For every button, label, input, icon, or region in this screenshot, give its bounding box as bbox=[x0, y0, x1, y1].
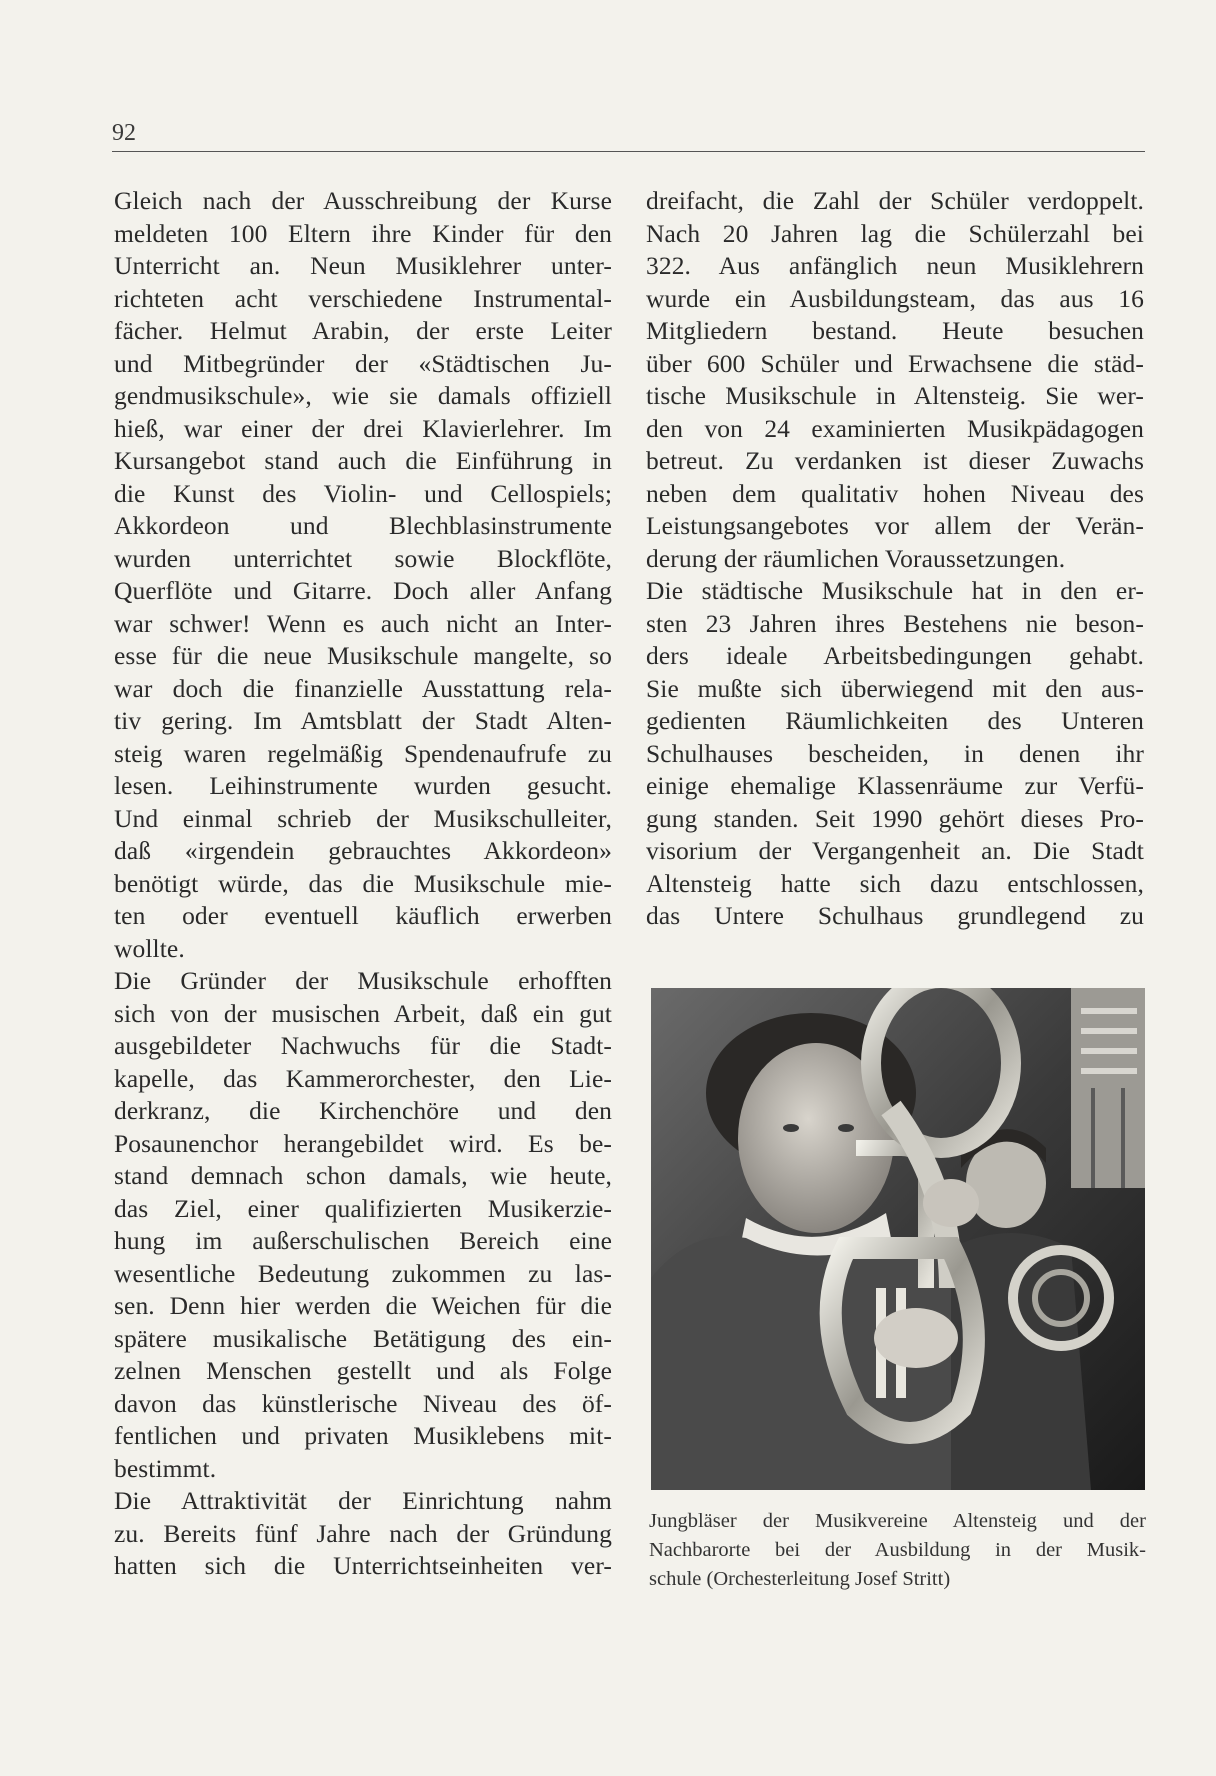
text-line: wesentliche Bedeutung zukommen zu las- bbox=[114, 1258, 612, 1288]
text-line: war doch die finanzielle Ausstattung rela- bbox=[114, 673, 612, 703]
text-line: Sie mußte sich überwiegend mit den aus- bbox=[646, 673, 1144, 703]
text-line: Kursangebot stand auch die Einführung in bbox=[114, 446, 612, 475]
text-line: Gleich nach der Ausschreibung der Kurse bbox=[114, 186, 612, 215]
text-line: meldeten 100 Eltern ihre Kinder für den bbox=[114, 218, 612, 248]
text-line: Die städtische Musikschule hat in den er- bbox=[646, 576, 1144, 605]
text-line: fächer. Helmut Arabin, der erste Leiter bbox=[114, 316, 612, 345]
photo-caption bbox=[649, 1507, 1146, 1594]
text-line: lesen. Leihinstrumente wurden gesucht. bbox=[114, 771, 612, 800]
text-line: ders ideale Arbeitsbedingungen gehabt. bbox=[646, 641, 1144, 670]
text-line: Unterricht an. Neun Musiklehrer unter- bbox=[114, 251, 612, 280]
text-line: Die Attraktivität der Einrichtung nahm bbox=[114, 1486, 612, 1515]
text-line: benötigt würde, das die Musikschule mie- bbox=[114, 868, 612, 898]
text-line: hung im außerschulischen Bereich eine bbox=[114, 1226, 612, 1255]
text-line: sen. Denn hier werden die Weichen für die bbox=[114, 1291, 612, 1320]
caption-line: Jungbläser der Musikvereine Altensteig und der bbox=[649, 1510, 1146, 1532]
header-rule bbox=[112, 151, 1145, 152]
text-line: ten oder eventuell käuflich erwerben bbox=[114, 901, 612, 930]
caption-line: Nachbarorte bei der Ausbildung in der Musik- bbox=[649, 1539, 1146, 1561]
text-line: davon das künstlerische Niveau des öf- bbox=[114, 1388, 612, 1418]
text-line: war schwer! Wenn es auch nicht an Inter- bbox=[114, 608, 612, 638]
text-line: Und einmal schrieb der Musikschulleiter, bbox=[114, 803, 612, 833]
page-number: 92 bbox=[112, 120, 136, 146]
text-line: über 600 Schüler und Erwachsene die städ- bbox=[646, 348, 1144, 378]
text-line: bestimmt. bbox=[114, 1453, 217, 1483]
text-line: dreifacht, die Zahl der Schüler verdoppelt. bbox=[646, 186, 1144, 215]
text-line: richteten acht verschiedene Instrumental- bbox=[114, 283, 612, 313]
text-line: fentlichen und privaten Musiklebens mit- bbox=[114, 1421, 612, 1450]
text-line: esse für die neue Musikschule mangelte, so bbox=[114, 641, 612, 670]
text-line: zu. Bereits fünf Jahre nach der Gründung bbox=[114, 1518, 612, 1548]
text-line: tische Musikschule in Altensteig. Sie wer- bbox=[646, 381, 1144, 410]
text-line: Posaunenchor herangebildet wird. Es be- bbox=[114, 1128, 612, 1158]
text-line: gung standen. Seit 1990 gehört dieses Pro- bbox=[646, 803, 1144, 833]
text-line: kapelle, das Kammerorchester, den Lie- bbox=[114, 1063, 612, 1093]
text-line: die Kunst des Violin- und Cellospiels; bbox=[114, 478, 612, 508]
text-line: Akkordeon und Blechblasinstrumente bbox=[114, 511, 612, 540]
text-line: betreut. Zu verdanken ist dieser Zuwachs bbox=[646, 446, 1144, 475]
text-line: neben dem qualitativ hohen Niveau des bbox=[646, 478, 1144, 508]
text-line: Schulhauses bescheiden, in denen ihr bbox=[646, 738, 1144, 768]
text-line: steig waren regelmäßig Spendenaufrufe zu bbox=[114, 738, 612, 768]
text-line: spätere musikalische Betätigung des ein- bbox=[114, 1323, 612, 1353]
text-line: visorium der Vergangenheit an. Die Stadt bbox=[646, 836, 1144, 865]
text-line: Nach 20 Jahren lag die Schülerzahl bei bbox=[646, 218, 1144, 248]
text-line: gedienten Räumlichkeiten des Unteren bbox=[646, 706, 1144, 735]
text-line: sich von der musischen Arbeit, daß ein gut bbox=[114, 998, 612, 1028]
text-line: hatten sich die Unterrichtseinheiten ver- bbox=[114, 1551, 612, 1580]
text-line: tiv gering. Im Amtsblatt der Stadt Alten- bbox=[114, 706, 612, 735]
text-line: ausgebildeter Nachwuchs für die Stadt- bbox=[114, 1031, 612, 1060]
text-line: hieß, war einer der drei Klavierlehrer. Im bbox=[114, 413, 612, 443]
text-line: das Untere Schulhaus grundlegend zu bbox=[646, 901, 1144, 930]
text-line: Die Gründer der Musikschule erhofften bbox=[114, 966, 612, 995]
text-line: derung der räumlichen Voraussetzungen. bbox=[646, 543, 1066, 573]
text-line: wollte. bbox=[114, 933, 185, 963]
text-line: stand demnach schon damals, wie heute, bbox=[114, 1161, 612, 1190]
text-line: wurden unterrichtet sowie Blockflöte, bbox=[114, 543, 612, 573]
text-line: zelnen Menschen gestellt und als Folge bbox=[114, 1356, 612, 1385]
text-line: 322. Aus anfänglich neun Musiklehrern bbox=[646, 251, 1144, 280]
text-line: derkranz, die Kirchenchöre und den bbox=[114, 1096, 612, 1125]
left-text-column bbox=[114, 185, 612, 1583]
text-line: Mitgliedern bestand. Heute besuchen bbox=[646, 316, 1144, 345]
caption-line: schule (Orchesterleitung Josef Stritt) bbox=[649, 1568, 951, 1590]
photo-young-brass-players bbox=[651, 988, 1145, 1490]
text-line: wurde ein Ausbildungsteam, das aus 16 bbox=[646, 283, 1144, 313]
text-line: Querflöte und Gitarre. Doch aller Anfang bbox=[114, 576, 612, 605]
text-line: gendmusikschule», wie sie damals offiziell bbox=[114, 381, 612, 410]
text-line: den von 24 examinierten Musikpädagogen bbox=[646, 413, 1144, 443]
right-text-column bbox=[646, 185, 1144, 933]
text-line: sten 23 Jahren ihres Bestehens nie beson- bbox=[646, 608, 1144, 638]
text-line: das Ziel, einer qualifizierten Musikerzie- bbox=[114, 1193, 612, 1223]
text-line: einige ehemalige Klassenräume zur Verfü- bbox=[646, 771, 1144, 800]
text-line: Altensteig hatte sich dazu entschlossen, bbox=[646, 868, 1144, 898]
text-line: und Mitbegründer der «Städtischen Ju- bbox=[114, 348, 612, 378]
text-line: daß «irgendein gebrauchtes Akkordeon» bbox=[114, 836, 612, 865]
text-line: Leistungsangebotes vor allem der Verän- bbox=[646, 511, 1144, 540]
